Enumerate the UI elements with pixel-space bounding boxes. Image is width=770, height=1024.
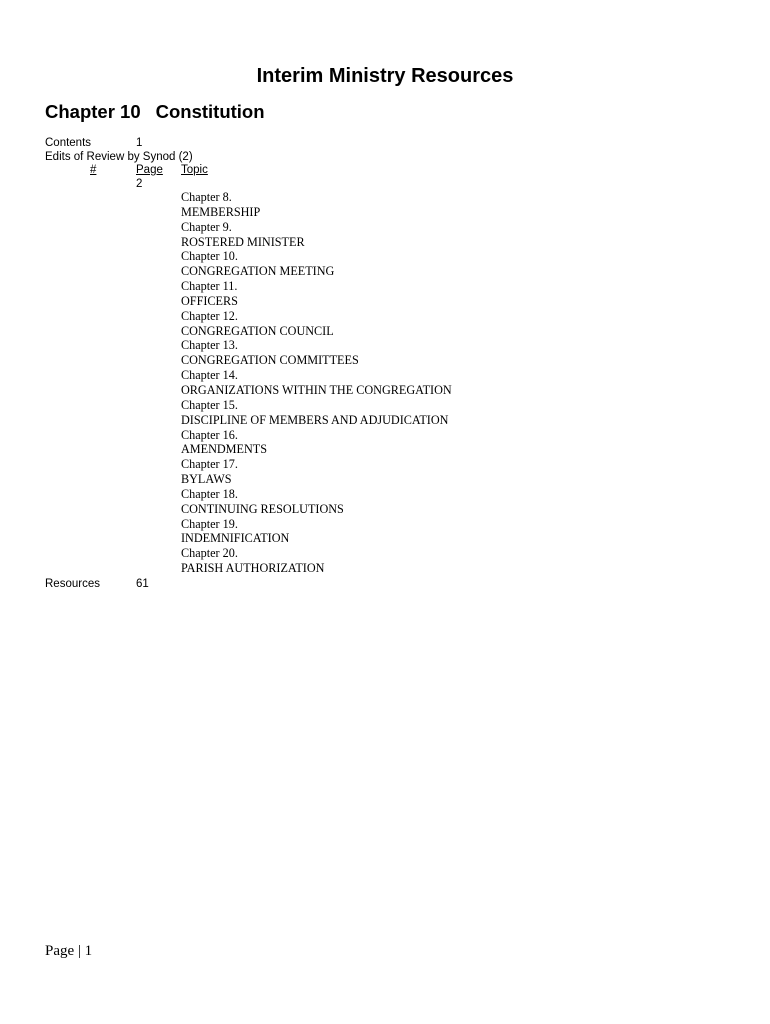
topic-line: Chapter 11. bbox=[181, 279, 238, 294]
chapter-name: Constitution bbox=[155, 101, 265, 122]
topic-line: Chapter 20. bbox=[181, 546, 238, 561]
topic-line: CONGREGATION MEETING bbox=[181, 264, 335, 279]
edits-page: 2 bbox=[136, 178, 143, 190]
column-header-page: Page bbox=[136, 164, 163, 176]
topic-line: ORGANIZATIONS WITHIN THE CONGREGATION bbox=[181, 382, 452, 397]
page-number-footer: Page | 1 bbox=[45, 943, 93, 959]
topic-line: INDEMNIFICATION bbox=[181, 531, 290, 546]
topic-list bbox=[181, 190, 452, 576]
column-header-number: # bbox=[90, 164, 97, 176]
topic-line: PARISH AUTHORIZATION bbox=[181, 561, 325, 576]
topic-line: BYLAWS bbox=[181, 472, 232, 487]
edits-label: Edits of Review by Synod (2) bbox=[45, 151, 193, 163]
topic-line: AMENDMENTS bbox=[181, 442, 267, 457]
topic-line: Chapter 19. bbox=[181, 516, 238, 531]
topic-line: DISCIPLINE OF MEMBERS AND ADJUDICATION bbox=[181, 412, 449, 427]
topic-line: CONTINUING RESOLUTIONS bbox=[181, 501, 344, 516]
topic-line: CONGREGATION COUNCIL bbox=[181, 323, 334, 338]
topic-line: Chapter 14. bbox=[181, 368, 238, 383]
chapter-number: Chapter 10 bbox=[45, 101, 141, 122]
topic-line: Chapter 18. bbox=[181, 486, 238, 501]
topic-line: ROSTERED MINISTER bbox=[181, 234, 305, 249]
topic-line: Chapter 13. bbox=[181, 338, 238, 353]
topic-line: MEMBERSHIP bbox=[181, 204, 261, 219]
chapter-heading bbox=[45, 100, 265, 124]
contents-label: Contents bbox=[45, 137, 92, 149]
topic-line: Chapter 12. bbox=[181, 308, 238, 323]
resources-label: Resources bbox=[45, 578, 100, 590]
contents-page: 1 bbox=[136, 137, 143, 149]
topic-line: OFFICERS bbox=[181, 293, 238, 308]
topic-line: Chapter 17. bbox=[181, 457, 238, 472]
topic-line: Chapter 8. bbox=[181, 190, 232, 204]
document-title: Interim Ministry Resources bbox=[256, 65, 514, 87]
topic-line: Chapter 10. bbox=[181, 249, 238, 264]
column-header-topic: Topic bbox=[181, 164, 208, 176]
topic-line: Chapter 16. bbox=[181, 427, 238, 442]
topic-line: CONGREGATION COMMITTEES bbox=[181, 353, 359, 368]
topic-line: Chapter 9. bbox=[181, 219, 232, 234]
resources-page: 61 bbox=[136, 578, 149, 590]
topic-line: Chapter 15. bbox=[181, 397, 238, 412]
